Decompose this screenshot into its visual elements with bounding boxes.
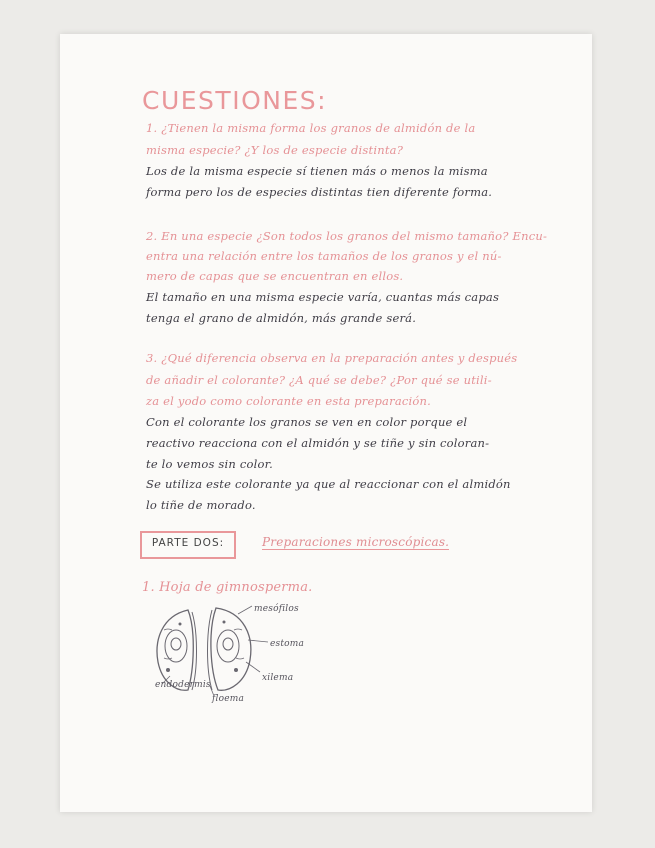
question-1-line-1: 1. ¿Tienen la misma forma los granos de almidón de la (146, 121, 476, 135)
label-endodermis: endodermis (155, 680, 211, 690)
question-2-line-2: entra una relación entre los tamaños de los granos y el nú- (146, 249, 502, 263)
question-3-line-3: za el yodo como colorante en esta preparación. (146, 394, 431, 408)
part-two-subtitle: Preparaciones microscópicas. (262, 535, 450, 549)
label-estoma: estoma (270, 639, 305, 649)
item-1-heading: 1. Hoja de gimnosperma. (142, 580, 313, 595)
answer-2-line-1: El tamaño en una misma especie varía, cuantas más capas (146, 290, 500, 304)
part-two-box (140, 531, 236, 559)
label-xilema: xilema (262, 673, 294, 683)
question-2-line-1: 2. En una especie ¿Son todos los granos del mismo tamaño? Encu- (146, 229, 548, 243)
answer-3-line-5: lo tiñe de morado. (146, 498, 256, 512)
answer-3-line-4: Se utiliza este colorante ya que al reaccionar con el almidón (146, 477, 511, 491)
part-two-label: PARTE DOS: (151, 537, 225, 549)
label-floema: floema (212, 694, 245, 704)
question-3-line-1: 3. ¿Qué diferencia observa en la preparación antes y después (146, 351, 518, 365)
question-1-line-2: misma especie? ¿Y los de especie distinta? (146, 143, 404, 157)
answer-2-line-2: tenga el grano de almidón, más grande será. (146, 311, 417, 325)
page-title: CUESTIONES: (142, 86, 328, 115)
question-2-line-3: mero de capas que se encuentran en ellos. (146, 269, 404, 283)
answer-3-line-2: reactivo reacciona con el almidón y se tiñe y sin coloran- (146, 436, 490, 450)
answer-1-line-1: Los de la misma especie sí tienen más o menos la misma (146, 164, 488, 178)
answer-3-line-1: Con el colorante los granos se ven en color porque el (146, 415, 468, 429)
label-mesofilos: mesófilos (254, 604, 299, 614)
answer-3-line-3: te lo vemos sin color. (146, 457, 273, 471)
answer-1-line-2: forma pero los de especies distintas tien diferente forma. (146, 185, 493, 199)
question-3-line-2: de añadir el colorante? ¿A qué se debe? ¿Por qué se utili- (146, 373, 492, 387)
